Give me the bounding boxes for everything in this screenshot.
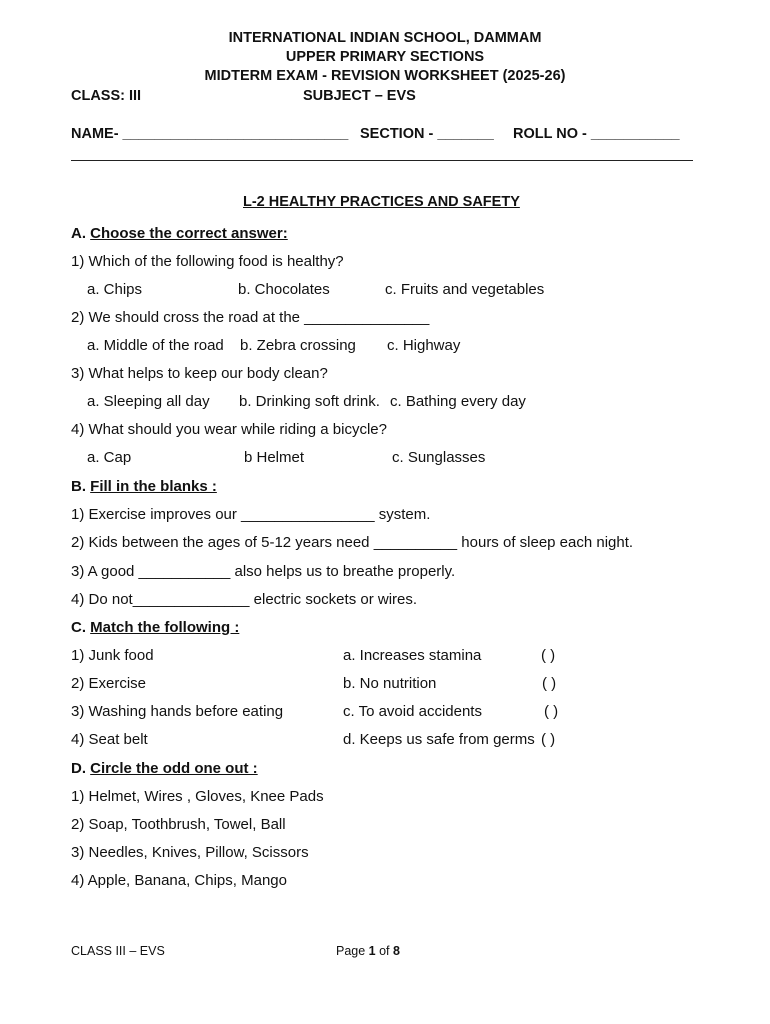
match-answer-bracket: ( )	[542, 675, 557, 692]
match-left-item: 1) Junk food	[71, 647, 154, 664]
option-c: c. Bathing every day	[390, 393, 526, 410]
section-c-letter: C.	[71, 619, 86, 636]
section-a-question: 4) What should you wear while riding a bicycle?	[71, 421, 387, 438]
page-of: of	[375, 944, 393, 958]
fill-blank-item: 4) Do not______________ electric sockets or wires.	[71, 591, 418, 608]
school-name: INTERNATIONAL INDIAN SCHOOL, DAMMAM	[228, 30, 542, 46]
exam-title: MIDTERM EXAM - REVISION WORKSHEET (2025-26)	[204, 68, 566, 84]
odd-one-out-item: 1) Helmet, Wires , Gloves, Knee Pads	[71, 788, 324, 805]
page-total: 8	[393, 944, 400, 958]
chapter-title: L-2 HEALTHY PRACTICES AND SAFETY	[243, 194, 520, 210]
fill-blank-item: 2) Kids between the ages of 5-12 years need __________ hours of sleep each night.	[71, 534, 634, 551]
footer-class-subject: CLASS III – EVS	[71, 944, 165, 958]
option-c: c. Fruits and vegetables	[385, 281, 545, 298]
fill-blank-item: 1) Exercise improves our ________________ system.	[71, 506, 431, 523]
option-b: b. Drinking soft drink.	[239, 393, 380, 410]
match-left-item: 3) Washing hands before eating	[71, 703, 284, 720]
option-a: a. Middle of the road	[87, 337, 224, 354]
option-c: c. Sunglasses	[392, 449, 486, 466]
odd-one-out-item: 4) Apple, Banana, Chips, Mango	[71, 872, 287, 889]
option-b: b. Chocolates	[238, 281, 330, 298]
option-b: b Helmet	[244, 449, 305, 466]
page-indicator	[336, 944, 400, 958]
fill-blank-item: 3) A good ___________ also helps us to breathe properly.	[71, 563, 456, 580]
header-divider	[71, 160, 693, 161]
option-a: a. Chips	[87, 281, 143, 298]
section-a-question: 1) Which of the following food is healthy?	[71, 253, 344, 270]
section-d-title: Circle the odd one out :	[90, 760, 258, 777]
roll-no-field: ROLL NO - ___________	[513, 126, 680, 142]
subject-label: SUBJECT – EVS	[303, 88, 416, 104]
page-number: 1	[368, 944, 376, 958]
section-a-title: Choose the correct answer:	[90, 225, 288, 242]
match-left-item: 4) Seat belt	[71, 731, 148, 748]
option-b: b. Zebra crossing	[240, 337, 356, 354]
option-a: a. Sleeping all day	[87, 393, 210, 410]
section-b-letter: B.	[71, 478, 86, 495]
section-a-heading	[71, 225, 288, 242]
class-label: CLASS: III	[71, 88, 142, 104]
section-a-letter: A.	[71, 225, 86, 242]
match-answer-bracket: ( )	[541, 731, 556, 748]
option-c: c. Highway	[387, 337, 461, 354]
match-right-item: d. Keeps us safe from germs	[343, 731, 535, 748]
section-heading: UPPER PRIMARY SECTIONS	[285, 49, 485, 65]
section-a-question: 3) What helps to keep our body clean?	[71, 365, 328, 382]
section-d-letter: D.	[71, 760, 86, 777]
match-answer-bracket: ( )	[544, 703, 559, 720]
section-field: SECTION - _______	[360, 126, 494, 142]
match-right-item: b. No nutrition	[343, 675, 437, 692]
match-right-item: a. Increases stamina	[343, 647, 482, 664]
match-right-item: c. To avoid accidents	[343, 703, 482, 720]
section-b-heading	[71, 478, 217, 495]
odd-one-out-item: 2) Soap, Toothbrush, Towel, Ball	[71, 816, 286, 833]
option-a: a. Cap	[87, 449, 132, 466]
section-a-question: 2) We should cross the road at the _______________	[71, 309, 430, 326]
odd-one-out-item: 3) Needles, Knives, Pillow, Scissors	[71, 844, 309, 861]
section-c-title: Match the following :	[90, 619, 240, 636]
section-c-heading	[71, 619, 239, 636]
section-d-heading	[71, 760, 258, 777]
section-b-title: Fill in the blanks :	[90, 478, 217, 495]
name-field: NAME- ____________________________	[71, 126, 349, 142]
page-prefix: Page	[336, 944, 369, 958]
match-left-item: 2) Exercise	[71, 675, 147, 692]
match-answer-bracket: ( )	[541, 647, 556, 664]
